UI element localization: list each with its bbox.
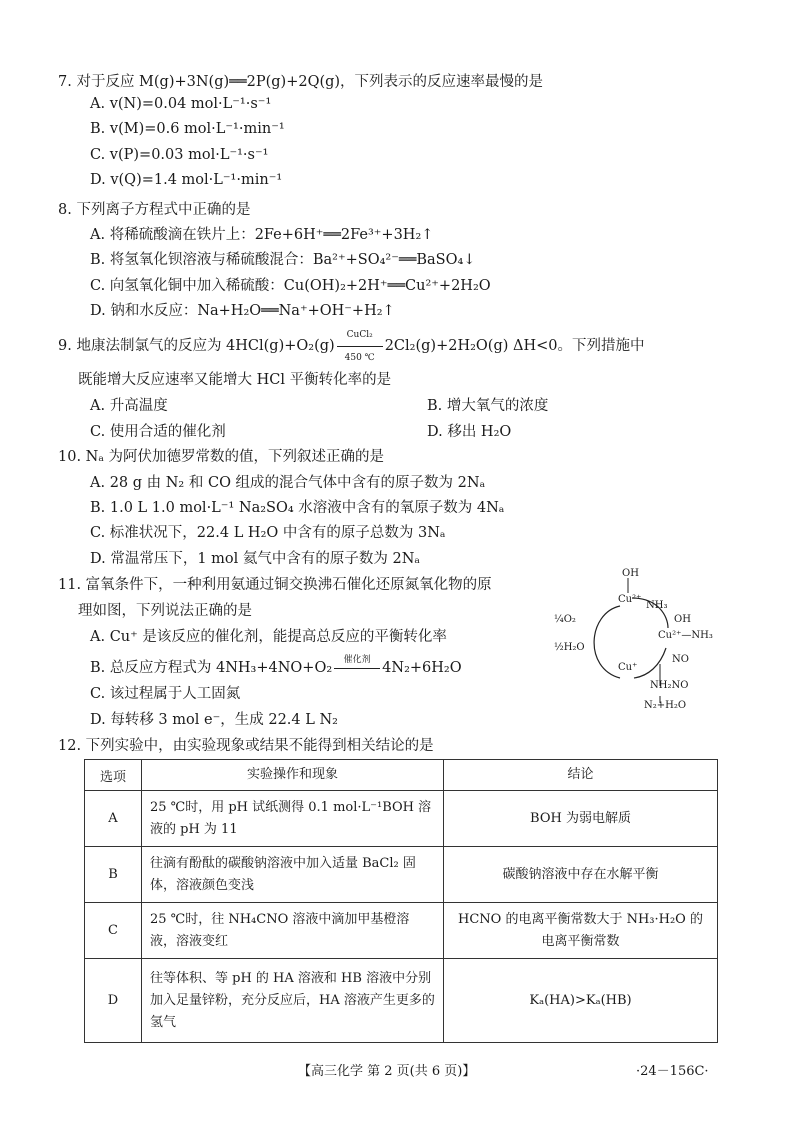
q11-option-d: D. 每转移 3 mol e⁻，生成 22.4 L N₂ bbox=[90, 712, 338, 728]
diagram-nh2no: NH₂NO bbox=[650, 680, 689, 691]
q10-stem: 10. Nₐ 为阿伏加德罗常数的值，下列叙述正确的是 bbox=[58, 449, 385, 465]
row-conclusion: HCNO 的电离平衡常数大于 NH₃·H₂O 的电离平衡常数 bbox=[444, 903, 718, 959]
q11-option-c: C. 该过程属于人工固氮 bbox=[90, 686, 241, 702]
q9-reaction-arrow bbox=[335, 330, 385, 363]
header-operation: 实验操作和现象 bbox=[142, 760, 444, 791]
header-conclusion: 结论 bbox=[444, 760, 718, 791]
row-option: D bbox=[85, 959, 142, 1043]
row-option: B bbox=[85, 847, 142, 903]
diagram-cu2-top: Cu²⁺ bbox=[618, 594, 642, 605]
diagram-nh3-top: NH₃ bbox=[646, 600, 668, 611]
q11-reaction-arrow bbox=[332, 655, 382, 675]
row-conclusion: BOH 为弱电解质 bbox=[444, 791, 718, 847]
row-operation: 25 ℃时，用 pH 试纸测得 0.1 mol·L⁻¹BOH 溶液的 pH 为 11 bbox=[142, 791, 444, 847]
q8-option-b: B. 将氢氧化钡溶液与稀硫酸混合：Ba²⁺+SO₄²⁻══BaSO₄↓ bbox=[90, 252, 476, 268]
diagram-no: NO bbox=[672, 654, 689, 665]
q11-option-b-right: 4N₂+6H₂O bbox=[382, 660, 462, 676]
table-header-row bbox=[85, 760, 718, 791]
q10-option-b: B. 1.0 L 1.0 mol·L⁻¹ Na₂SO₄ 水溶液中含有的氧原子数为 4Nₐ bbox=[90, 500, 505, 516]
q8-stem: 8. 下列离子方程式中正确的是 bbox=[58, 202, 251, 218]
q8-option-c: C. 向氢氧化铜中加入稀硫酸：Cu(OH)₂+2H⁺══Cu²⁺+2H₂O bbox=[90, 278, 491, 294]
q9-option-b: B. 增大氧气的浓度 bbox=[427, 398, 549, 414]
q7-stem: 7. 对于反应 M(g)+3N(g)══2P(g)+2Q(g)，下列表示的反应速率最慢的是 bbox=[58, 74, 544, 90]
q7-option-a: A. v(N)=0.04 mol·L⁻¹·s⁻¹ bbox=[90, 96, 272, 112]
q10-option-d: D. 常温常压下，1 mol 氦气中含有的原子数为 2Nₐ bbox=[90, 551, 421, 567]
q9-option-a: A. 升高温度 bbox=[90, 398, 168, 414]
q11-option-b-left: B. 总反应方程式为 4NH₃+4NO+O₂ bbox=[90, 660, 333, 676]
q9-option-c: C. 使用合适的催化剂 bbox=[90, 424, 226, 440]
row-operation: 25 ℃时，往 NH₄CNO 溶液中滴加甲基橙溶液，溶液变红 bbox=[142, 903, 444, 959]
q7-option-b: B. v(M)=0.6 mol·L⁻¹·min⁻¹ bbox=[90, 121, 285, 137]
diagram-half-h2o: ½H₂O bbox=[554, 642, 585, 653]
q9-catalyst: CuCl₂ bbox=[346, 330, 373, 340]
q11-option-b bbox=[90, 656, 462, 677]
table-row bbox=[85, 903, 718, 959]
q8-option-d: D. 钠和水反应：Na+H₂O══Na⁺+OH⁻+H₂↑ bbox=[90, 303, 395, 319]
footer-page-info: 【高三化学 第 2 页(共 6 页)】 bbox=[298, 1064, 476, 1079]
diagram-cu2-nh3: Cu²⁺—NH₃ bbox=[658, 630, 713, 641]
q7-option-c: C. v(P)=0.03 mol·L⁻¹·s⁻¹ bbox=[90, 147, 269, 163]
q9-option-d: D. 移出 H₂O bbox=[427, 424, 512, 440]
row-option: C bbox=[85, 903, 142, 959]
row-operation: 往等体积、等 pH 的 HA 溶液和 HB 溶液中分别加入足量锌粉，充分反应后，HA 溶液产生更多的氢气 bbox=[142, 959, 444, 1043]
table-row bbox=[85, 959, 718, 1043]
diagram-products: N₂+H₂O bbox=[644, 700, 687, 711]
q9-stem bbox=[58, 330, 645, 363]
q12-table bbox=[84, 759, 718, 1043]
diagram-quarter-o2: ¼O₂ bbox=[554, 614, 576, 625]
row-operation: 往滴有酚酞的碳酸钠溶液中加入适量 BaCl₂ 固体，溶液颜色变浅 bbox=[142, 847, 444, 903]
q9-temperature: 450 ℃ bbox=[344, 353, 375, 363]
row-conclusion: 碳酸钠溶液中存在水解平衡 bbox=[444, 847, 718, 903]
q11-mechanism-diagram bbox=[548, 568, 728, 718]
q9-stem-left: 9. 地康法制氯气的反应为 4HCl(g)+O₂(g) bbox=[58, 338, 335, 354]
q11-option-a: A. Cu⁺ 是该反应的催化剂，能提高总反应的平衡转化率 bbox=[90, 629, 447, 645]
q11-stem: 11. 富氧条件下，一种利用氨通过铜交换沸石催化还原氮氧化物的原 bbox=[58, 577, 492, 593]
q7-option-d: D. v(Q)=1.4 mol·L⁻¹·min⁻¹ bbox=[90, 172, 283, 188]
table-row bbox=[85, 791, 718, 847]
q11-stem-cont: 理如图，下列说法正确的是 bbox=[78, 603, 252, 619]
row-option: A bbox=[85, 791, 142, 847]
diagram-cu-plus: Cu⁺ bbox=[618, 662, 638, 673]
row-conclusion: Kₐ(HA)>Kₐ(HB) bbox=[444, 959, 718, 1043]
q8-option-a: A. 将稀硫酸滴在铁片上：2Fe+6H⁺══2Fe³⁺+3H₂↑ bbox=[90, 227, 434, 243]
q10-option-a: A. 28 g 由 N₂ 和 CO 组成的混合气体中含有的原子数为 2Nₐ bbox=[90, 475, 486, 491]
diagram-oh-right: OH bbox=[674, 614, 691, 625]
q11-catalyst: 催化剂 bbox=[343, 655, 371, 665]
table-row bbox=[85, 847, 718, 903]
header-option: 选项 bbox=[85, 760, 142, 791]
q10-option-c: C. 标准状况下，22.4 L H₂O 中含有的原子总数为 3Nₐ bbox=[90, 525, 446, 541]
footer-code: ·24－156C· bbox=[636, 1064, 709, 1079]
diagram-oh-top: OH bbox=[622, 568, 639, 579]
q9-stem-cont: 既能增大反应速率又能增大 HCl 平衡转化率的是 bbox=[78, 372, 392, 388]
q9-stem-right: 2Cl₂(g)+2H₂O(g) ΔH<0。下列措施中 bbox=[384, 338, 645, 354]
q12-stem: 12. 下列实验中，由实验现象或结果不能得到相关结论的是 bbox=[58, 738, 434, 754]
